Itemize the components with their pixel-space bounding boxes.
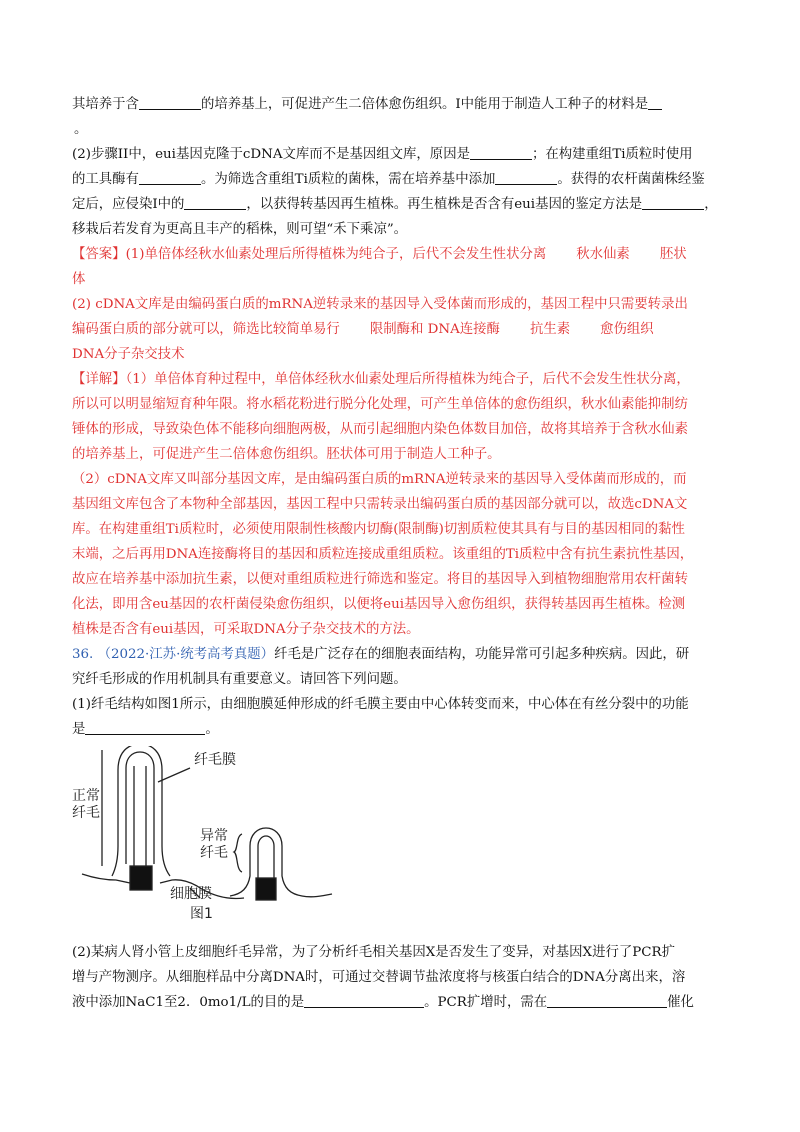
- answer-line: [72, 242, 732, 267]
- text-segment: 定后，应侵染I中的: [72, 197, 185, 212]
- text-segment: 催化: [667, 995, 694, 1010]
- answer-line: DNA分子杂交技术: [72, 347, 185, 362]
- answer-line: 体: [72, 272, 86, 287]
- text-segment: ，以获得转基因再生植株。再生植株是否含有eui基因的鉴定方法是: [246, 197, 643, 212]
- text-segment: 。为筛选含重组Ti质粒的菌株，需在培养基中添加: [200, 172, 496, 187]
- label-cell-membrane: 细胞膜: [170, 886, 212, 902]
- leader-membrane: [158, 768, 190, 782]
- answer-blank[interactable]: [184, 194, 246, 210]
- detail-text: （1）单倍体育种过程中，单倍体经秋水仙素处理后所得植株为纯合子，后代不会发生性状分离，: [125, 372, 690, 387]
- detail-line: 所以可以明显缩短育种年限。将水稻花粉进行脱分化处理，可产生单倍体的愈伤组织，秋水仙素能抑制纺: [72, 397, 688, 412]
- q36-line: 增与产物测序。从细胞样品中分离DNA时，可通过交替调节盐浓度将与核蛋白结合的DNA分离出来，溶: [72, 970, 686, 985]
- abnormal-cilium-outline: [230, 828, 332, 897]
- normal-cilium-outline: [112, 746, 170, 876]
- q2-line: [72, 167, 732, 192]
- label-abnormal-cilia: 异常纤毛: [200, 828, 228, 861]
- answer-line: (2) cDNA文库是由编码蛋白质的mRNA逆转录来的基因导入受体菌而形成的，基因工程中只需要转录出: [72, 297, 688, 312]
- answer-text: (1)单倍体经秋水仙素处理后所得植株为纯合子，后代不会发生性状分离: [125, 247, 547, 262]
- text-segment: 纤毛是广泛存在的细胞表面结构，功能异常可引起多种疾病。因此，研: [274, 647, 690, 662]
- answer-blank[interactable]: [648, 94, 662, 110]
- answer-blank[interactable]: [85, 719, 205, 735]
- text-segment: ，: [704, 197, 718, 212]
- text-segment: 。获得的农杆菌菌株经鉴: [557, 172, 705, 187]
- answer-blank[interactable]: [495, 169, 557, 185]
- detail-line: 库。在构建重组Ti质粒时，必须使用限制性核酸内切酶(限制酶)切割质粒使其具有与目的基因相同的黏性: [72, 522, 685, 537]
- answer-tag: 【答案】: [72, 247, 126, 262]
- answer-block: [72, 242, 732, 367]
- answer-blank[interactable]: [139, 169, 201, 185]
- text-segment: 。: [205, 722, 219, 737]
- text-segment: ；在构建重组Ti质粒时使用: [531, 147, 693, 162]
- normal-cilium-axoneme: [126, 752, 154, 864]
- detail-line: 末端，之后再用DNA连接酶将目的基因和质粒连接成重组质粒。该重组的Ti质粒中含有抗生素抗性基因，: [72, 547, 694, 562]
- text-segment: 。PCR扩增时，需在: [424, 995, 548, 1010]
- detail-tag: 【详解】: [72, 372, 126, 387]
- q2-line: 移栽后若发育为更高且丰产的稻株，则可望“禾下乘凉”。: [72, 222, 408, 237]
- q36-line: (2)某病人肾小管上皮细胞纤毛异常，为了分析纤毛相关基因X是否发生了变异，对基因X进行了PCR扩: [72, 945, 675, 960]
- detail-line: [72, 367, 732, 392]
- answer-text: 抗生素: [529, 322, 571, 337]
- q1-tail-line: [72, 92, 732, 117]
- q36-line: [72, 990, 732, 1015]
- q36-intro: 究纤毛形成的作用机制具有重要意义。请回答下列问题。: [72, 672, 407, 687]
- label-normal-cilia: 正常纤毛: [72, 788, 100, 821]
- answer-text: 秋水仙素: [576, 247, 630, 262]
- q36-line: [72, 717, 732, 742]
- q36-line: (1)纤毛结构如图1所示，由细胞膜延伸形成的纤毛膜主要由中心体转变而来，中心体在有丝分裂中的功能: [72, 697, 689, 712]
- detail-line: （2）cDNA文库又叫部分基因文库，是由编码蛋白质的mRNA逆转录来的基因导入受体菌而形成的，而: [72, 472, 687, 487]
- q36-heading: [72, 642, 732, 667]
- detail-line: 的培养基上，可促进产生二倍体愈伤组织。胚状体可用于制造人工种子。: [72, 447, 501, 462]
- document-page: [72, 92, 732, 1015]
- answer-blank[interactable]: [304, 992, 424, 1008]
- detail-line: 化法，即用含eu基因的农杆菌侵染愈伤组织，以便将eui基因导入愈伤组织，获得转基因再生植株。检测: [72, 597, 686, 612]
- answer-text: 编码蛋白质的部分就可以，筛选比较简单易行: [72, 322, 340, 337]
- answer-blank[interactable]: [139, 94, 201, 110]
- answer-line: [72, 317, 732, 342]
- answer-text: 限制酶和 DNA连接酶: [369, 322, 500, 337]
- q2-line: [72, 142, 732, 167]
- detail-line: 锤体的形成，导致染色体不能移向细胞两极，从而引起细胞内染色体数目加倍，故将其培养于含秋水仙素: [72, 422, 688, 437]
- figure-caption: 图1: [190, 906, 213, 922]
- text-segment: 的工具酶有: [72, 172, 139, 187]
- answer-blank[interactable]: [642, 194, 704, 210]
- label-cilia-membrane: 纤毛膜: [194, 752, 236, 768]
- detail-line: 基因组文库包含了本物种全部基因，基因工程中只需转录出编码蛋白质的基因部分就可以，故选cDNA文: [72, 497, 688, 512]
- question-number: 36.: [72, 647, 94, 662]
- cilia-figure: [72, 746, 732, 936]
- text-segment: 是: [72, 722, 86, 737]
- cell-membrane-left: [82, 874, 130, 883]
- abnormal-basal-body: [256, 878, 276, 900]
- cilia-diagram: [72, 746, 392, 936]
- q2-line: [72, 192, 732, 217]
- detail-block: [72, 367, 732, 642]
- text-segment: 其培养于含: [72, 97, 139, 112]
- text-segment: 的培养基上，可促进产生二倍体愈伤组织。I中能用于制造人工种子的材料是: [200, 97, 649, 112]
- answer-blank[interactable]: [470, 144, 532, 160]
- q1-tail-end: 。: [74, 122, 88, 137]
- detail-line: 植株是否含有eui基因，可采取DNA分子杂交技术的方法。: [72, 622, 420, 637]
- answer-text: 胚状: [659, 247, 687, 262]
- answer-text: 愈伤组织: [600, 322, 654, 337]
- detail-line: 故应在培养基中添加抗生素，以便对重组质粒进行筛选和鉴定。将目的基因导入到植物细胞常用农杆菌转: [72, 572, 688, 587]
- text-segment: 液中添加NaC1至2．0mo1/L的目的是: [72, 995, 305, 1010]
- basal-body: [130, 866, 152, 890]
- answer-blank[interactable]: [547, 992, 667, 1008]
- text-segment: (2)步骤II中，eui基因克隆于cDNA文库而不是基因组文库，原因是: [72, 147, 470, 162]
- question-source[interactable]: （2022·江苏·统考高考真题）: [97, 647, 275, 662]
